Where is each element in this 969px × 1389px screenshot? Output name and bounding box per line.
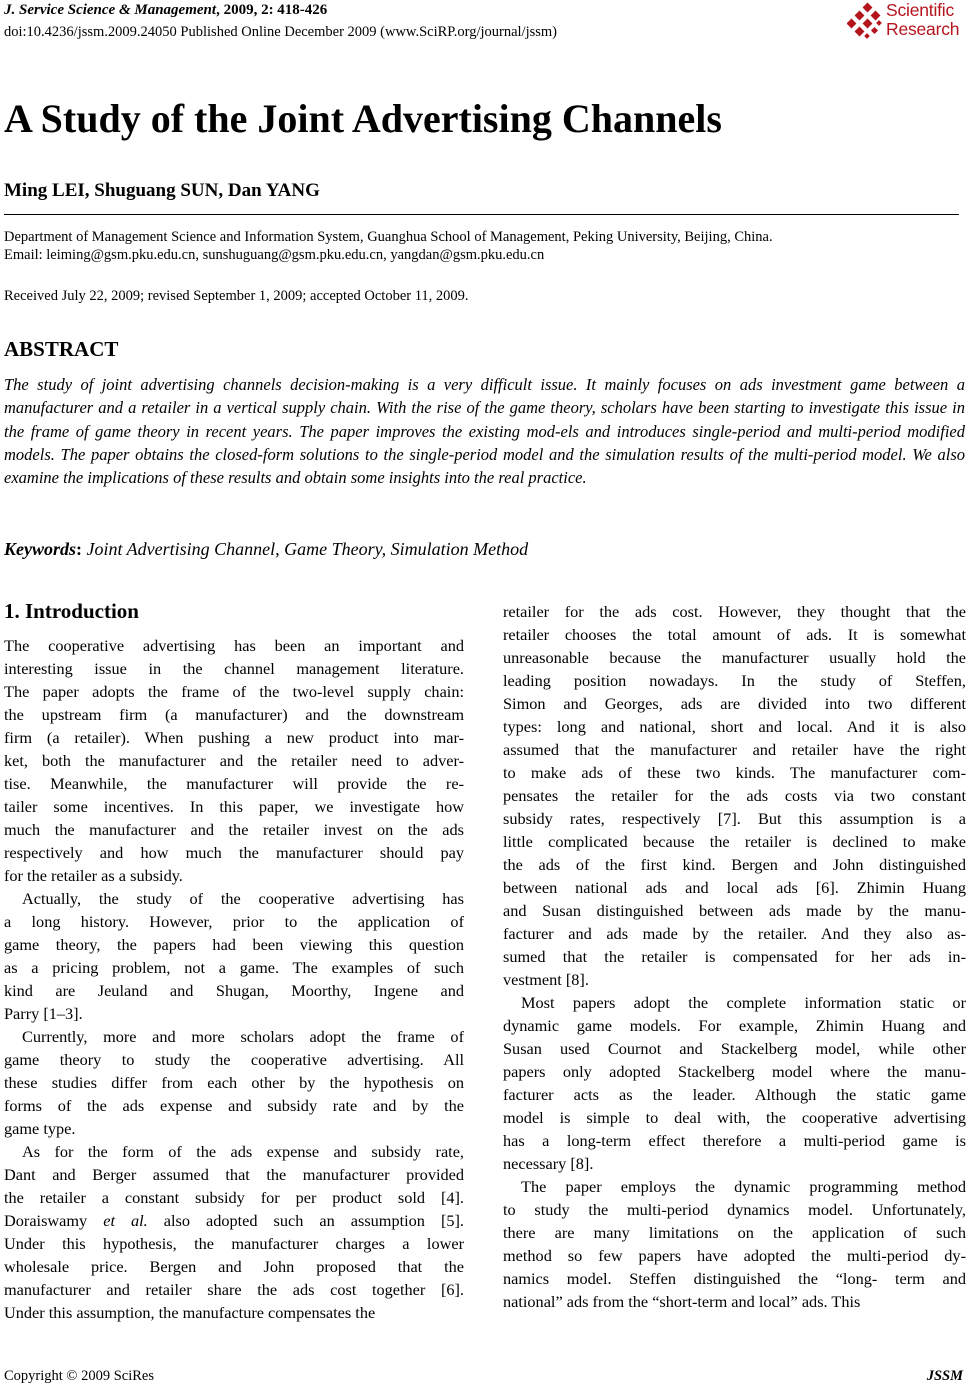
body-text-line: and Susan distinguished between ads made by the manu- [503, 901, 966, 920]
body-text-line: The paper adopts the frame of the two-level supply chain: [4, 682, 464, 701]
section-heading-introduction: 1. Introduction [4, 599, 139, 623]
publisher-logo [847, 1, 967, 43]
email-line: Email: leiming@gsm.pku.edu.cn, sunshuguang@gsm.pku.edu.cn, yangdan@gsm.pku.edu.cn [4, 247, 545, 263]
right-column [503, 600, 966, 1313]
body-text-line: As for the form of the ads expense and subsidy rate, [22, 1142, 464, 1161]
body-text-line: necessary [8]. [503, 1154, 594, 1173]
keywords: Keywords: Joint Advertising Channel, Game Theory, Simulation Method [4, 539, 529, 559]
body-text-line: papers only adopted Stackelberg model where the manu- [503, 1062, 966, 1081]
body-text-line: little complicated because the retailer is declined to make [503, 832, 966, 851]
journal-abbrev-footer: JSSM [926, 1368, 963, 1384]
et-al-emphasis: et al. [103, 1211, 148, 1230]
body-text-line: game theory, the papers had been viewing this question [4, 935, 464, 954]
body-text-line: as a pricing problem, not a game. The examples of such [4, 958, 464, 977]
body-text-line: has a long-term effect therefore a multi-period game is [503, 1131, 966, 1150]
body-text-line: The paper employs the dynamic programming method [521, 1177, 966, 1196]
logo-text [886, 1, 959, 39]
journal-name: J. Service Science & Management [4, 2, 217, 18]
body-text-line: Under this hypothesis, the manufacturer charges a lower [4, 1234, 464, 1253]
body-text-line: Under this assumption, the manufacture compensates the [4, 1303, 376, 1322]
left-column [4, 634, 464, 1324]
doi-line: doi:10.4236/jssm.2009.24050 Published Online December 2009 (www.SciRP.org/journal/jssm) [4, 24, 557, 40]
logo-text-line1: Scientific [886, 0, 955, 20]
body-text-line: types: long and national, short and local. And it is also [503, 717, 966, 736]
affiliation: Department of Management Science and Information System, Guanghua School of Management, Peking University, Beijing, China. [4, 229, 773, 245]
keywords-value: Joint Advertising Channel, Game Theory, Simulation Method [86, 539, 529, 559]
body-text-line: kind are Jeuland and Shugan, Moorthy, Ingene and [4, 981, 464, 1000]
body-text-line: to study the multi-period dynamics model. Unfortunately, [503, 1200, 966, 1219]
body-text-line: game theory to study the cooperative advertising. All [4, 1050, 464, 1069]
body-text-line: pensates the retailer for the ads costs via two constant [503, 786, 966, 805]
body-text-line: wholesale price. Bergen and John proposed that the [4, 1257, 464, 1276]
body-text-line: assumed that the manufacturer and retailer have the right [503, 740, 966, 759]
body-text-line: respectively and how much the manufacturer should pay [4, 843, 464, 862]
body-text-line: facturer acts as the leader. Although the static game [503, 1085, 966, 1104]
body-text-line: a long history. However, prior to the application of [4, 912, 464, 931]
copyright-footer: Copyright © 2009 SciRes [4, 1368, 154, 1384]
keywords-label: Keywords [4, 539, 76, 559]
body-text-line: Currently, more and more scholars adopt the frame of [22, 1027, 464, 1046]
body-text-line: there are many limitations on the application of such [503, 1223, 966, 1242]
body-text-line: national” ads from the “short-term and local” ads. This [503, 1292, 861, 1311]
body-text-line: ket, both the manufacturer and the retailer need to adver- [4, 751, 464, 770]
body-text-line: Dant and Berger assumed that the manufacturer provided [4, 1165, 464, 1184]
abstract-text: The study of joint advertising channels decision-making is a very difficult issue. It mainly focuses on ads investment game between a manufacturer and a retailer in a vertical supply chain. With the rise of the game theory, scholars have been starting to investigate this issue in the frame of game theory in recent years. The paper improves the existing mod-els and introduces single-period and multi-period modified models. The paper obtains the closed-form solutions to the single-period model and the simulation results of the multi-period model. We also examine the implications of these results and obtain some insights into the real practice. [4, 375, 965, 488]
body-text-line: Doraiswamy et al. also adopted such an assumption [5]. [4, 1211, 464, 1230]
body-text-line: interesting issue in the channel management literature. [4, 659, 464, 678]
journal-volume: , 2009, 2: 418-426 [216, 2, 328, 18]
body-text-line: forms of the ads expense and subsidy rate and by the [4, 1096, 464, 1115]
body-text-line: between national ads and local ads [6]. Zhimin Huang [503, 878, 966, 897]
body-text-line: sumed that the retailer is compensated for her ads in- [503, 947, 966, 966]
body-text-line: retailer chooses the total amount of ads. It is somewhat [503, 625, 966, 644]
body-text-line: the ads of the first kind. Bergen and John distinguished [503, 855, 966, 874]
body-text-line: The cooperative advertising has been an important and [4, 636, 464, 655]
title-divider [4, 214, 959, 215]
body-text-line: for the retailer as a subsidy. [4, 866, 183, 885]
body-text-line: subsidy rates, respectively [7]. But this assumption is a [503, 809, 966, 828]
body-text-line: retailer for the ads cost. However, they thought that the [503, 602, 966, 621]
body-text-line: Most papers adopt the complete information static or [521, 993, 966, 1012]
author-list: Ming LEI, Shuguang SUN, Dan YANG [4, 180, 320, 201]
body-text-line: much the manufacturer and the retailer invest on the ads [4, 820, 464, 839]
body-text-line: vestment [8]. [503, 970, 589, 989]
paper-title: A Study of the Joint Advertising Channels [4, 96, 722, 141]
body-text-line: tailer some incentives. In this paper, we investigate how [4, 797, 464, 816]
abstract-heading: ABSTRACT [4, 337, 119, 361]
body-text-line: firm (a retailer). When pushing a new product into mar- [4, 728, 464, 747]
body-text-line: these studies differ from each other by the hypothesis on [4, 1073, 464, 1092]
scientific-research-logo-icon [847, 2, 887, 42]
body-text-line: the retailer a constant subsidy for per product sold [4]. [4, 1188, 464, 1207]
body-text-line: tise. Meanwhile, the manufacturer will provide the re- [4, 774, 464, 793]
journal-citation [4, 2, 327, 19]
body-text-line: manufacturer and retailer share the ads cost together [6]. [4, 1280, 464, 1299]
logo-text-line2: Research [886, 19, 960, 39]
body-text-line: model is simple to deal with, the cooperative advertising [503, 1108, 966, 1127]
body-text-line: namics model. Steffen distinguished the “long- term and [503, 1269, 966, 1288]
body-text-line: facturer and ads made by the retailer. And they also as- [503, 924, 966, 943]
body-text-line: Susan used Cournot and Stackelberg model, while other [503, 1039, 966, 1058]
body-text-line: dynamic game models. For example, Zhimin Huang and [503, 1016, 966, 1035]
body-text-line: Simon and Georges, ads are divided into two different [503, 694, 966, 713]
body-text-line: game type. [4, 1119, 76, 1138]
body-text-line: the upstream firm (a manufacturer) and the downstream [4, 705, 464, 724]
body-text-line: Actually, the study of the cooperative advertising has [22, 889, 464, 908]
body-text-line: unreasonable because the manufacturer usually hold the [503, 648, 966, 667]
body-text-line: leading position nowadays. In the study of Steffen, [503, 671, 966, 690]
body-text-line: to make ads of these two kinds. The manufacturer com- [503, 763, 966, 782]
received-dates: Received July 22, 2009; revised September 1, 2009; accepted October 11, 2009. [4, 288, 469, 304]
body-text-line: method so few papers have adopted the multi-period dy- [503, 1246, 966, 1265]
body-text-line: Parry [1–3]. [4, 1004, 83, 1023]
